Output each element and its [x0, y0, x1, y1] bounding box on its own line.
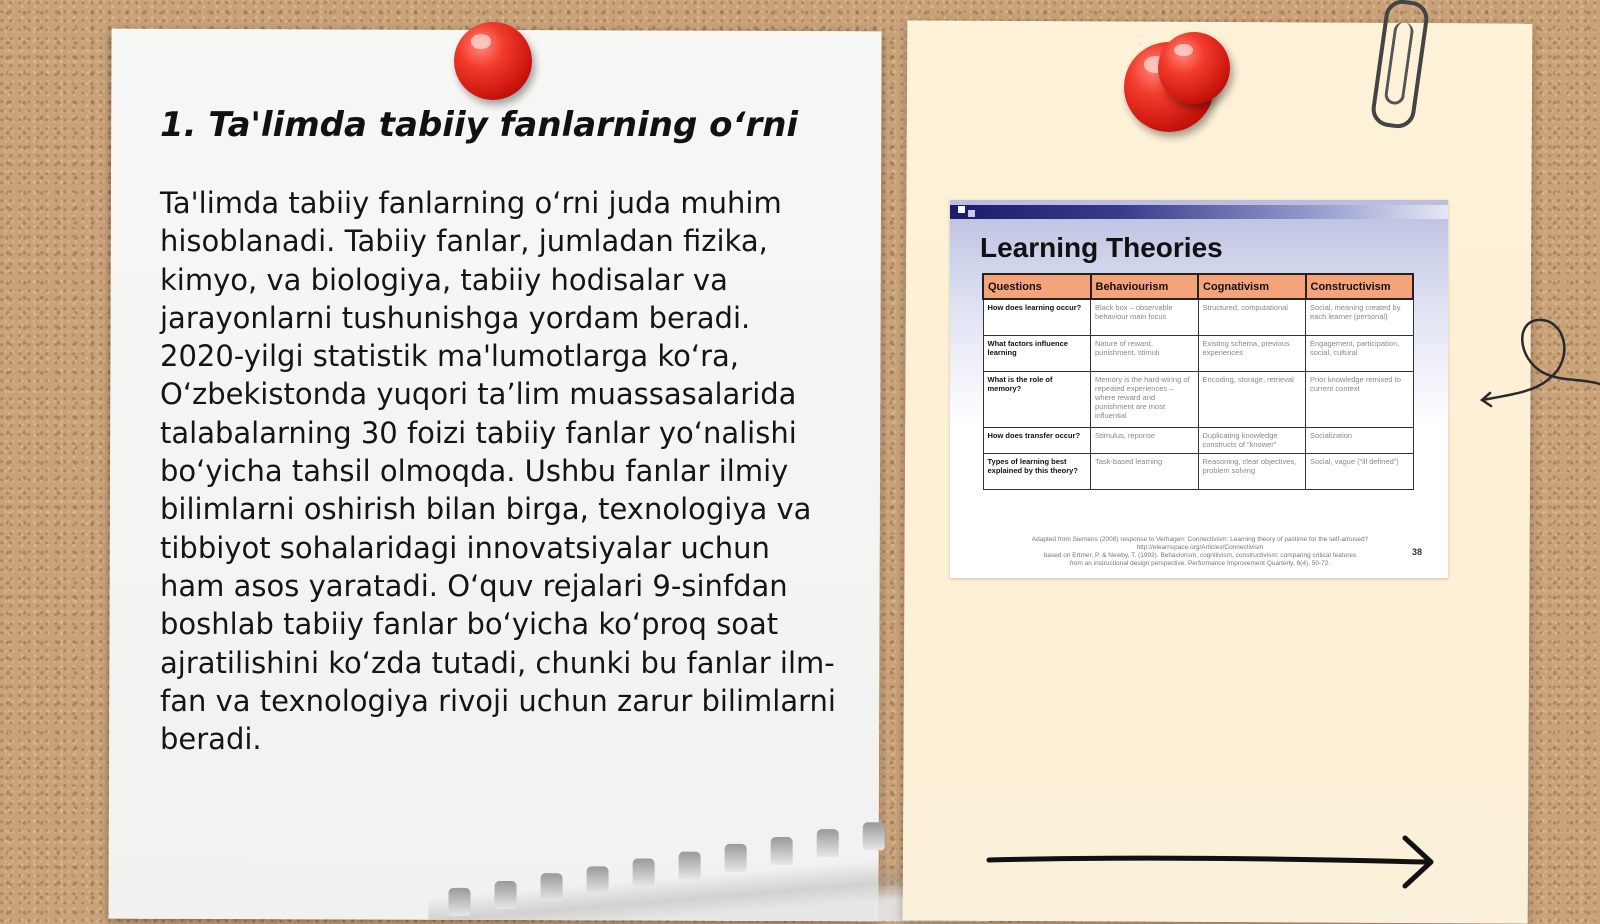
image-footer: [1010, 536, 1390, 568]
table-cell: Prior knowledge remixed to current context: [1306, 371, 1414, 427]
table-cell: Reasoning, clear objectives, problem solving: [1198, 453, 1306, 489]
decor-square: [958, 206, 965, 213]
learning-theories-image: [950, 200, 1448, 578]
table-cell: Social, meaning created by each learner (personal): [1306, 299, 1414, 335]
table-cell: Duplicating knowledge constructs of “knower”: [1198, 427, 1306, 453]
table-cell: Existing schema, previous experiences: [1198, 335, 1306, 371]
torn-tab: [448, 888, 470, 916]
torn-tab: [633, 858, 655, 886]
table-cell: Socialization: [1306, 427, 1414, 453]
table-row: [983, 335, 1413, 371]
torn-tab: [725, 844, 747, 872]
table-header: Constructivism: [1306, 274, 1414, 299]
table-cell: How does transfer occur?: [983, 427, 1091, 453]
table-row: [983, 299, 1413, 335]
table-cell: Stimulus, reponse: [1091, 427, 1199, 453]
table-row: [983, 453, 1413, 489]
body-text: Ta'limda tabiiy fanlarning o‘rni juda muhim hisoblanadi. Tabiiy fanlar, jumladan fizika, kimyo, va biologiya, tabiiy hodisalar va jarayonlarni tushunishga yordam beradi. 2020-yilgi statistik ma'lumotlarga ko‘ra, O‘zbekistonda yuqori ta’lim muassasalarida talabalarning 30 foizi tabiiy fanlar yo‘nalishi bo‘yicha tahsil olmoqda. Ushbu fanlar ilmiy bilimlarni oshirish bilan birga, texnologiya va tibbiyot sohalaridagi innovatsiyalar uchun ham asos yaratadi. O‘quv rejalari 9-sinfdan boshlab tabiiy fanlar bo‘yicha ko‘proq soat ajratilishini ko‘zda tutadi, chunki bu fanlar ilm-fan va texnologiya rivoji uchun zarur bilimlarni beradi.: [160, 186, 836, 757]
torn-tab: [863, 822, 885, 850]
table-row: [983, 371, 1413, 427]
header-bar: [950, 205, 1448, 219]
pushpin-icon: [1158, 32, 1230, 104]
table-header: Questions: [983, 274, 1091, 299]
image-title: Learning Theories: [980, 232, 1223, 263]
table-header: Behaviourism: [1091, 274, 1199, 299]
table-cell: What is the role of memory?: [983, 371, 1091, 427]
decor-square: [968, 210, 975, 217]
table-cell: Black box – observable behaviour main focus: [1091, 299, 1199, 335]
table-cell: Engagement, participation, social, cultural: [1306, 335, 1414, 371]
table-header: Cognativism: [1198, 274, 1306, 299]
table-cell: Task-based learning: [1091, 453, 1199, 489]
table-row: [983, 427, 1413, 453]
torn-tab: [817, 829, 839, 857]
torn-tab: [541, 873, 563, 901]
torn-tab: [494, 881, 516, 909]
table-cell: How does learning occur?: [983, 299, 1091, 335]
footer-line: based on Ertmer, P. & Newby, T. (1993). Behaviorism, cognitivism, constructivism: comparing critical features: [1043, 552, 1357, 559]
table-cell: Structured, computational: [1198, 299, 1306, 335]
torn-tab: [771, 836, 793, 864]
table-cell: Memory is the hard-wiring of repeated experiences – where reward and punishment are most influential: [1091, 371, 1199, 427]
footer-line: Adapted from Siemens (2008) response to Verhagen: Connectivism: Learning theory of pastime for the self-amused?: [1031, 536, 1369, 543]
torn-tab: [587, 866, 609, 894]
learning-theories-table: [982, 273, 1414, 490]
pushpin-icon: [454, 22, 532, 100]
doodle-loop-icon: [1480, 300, 1600, 410]
footer-line: from an instructional design perspective. Performance Improvement Quarterly, 6(4), 50-72.: [1069, 560, 1331, 567]
table-cell: Types of learning best explained by this theory?: [983, 453, 1091, 489]
arrow-right-icon: [985, 830, 1445, 890]
table-cell: Social, vague (“ill defined”): [1306, 453, 1414, 489]
torn-tab: [679, 851, 701, 879]
slide-title: 1. Ta'limda tabiiy fanlarning o‘rni: [160, 105, 799, 145]
slide-number: 38: [1411, 547, 1422, 557]
table-cell: What factors influence learning: [983, 335, 1091, 371]
table-cell: Encoding, storage, retrieval: [1198, 371, 1306, 427]
footer-line: http://elearnspace.org/Articles/Connectivism: [1136, 544, 1264, 551]
table-cell: Nature of reward, punishment, stimuli: [1091, 335, 1199, 371]
